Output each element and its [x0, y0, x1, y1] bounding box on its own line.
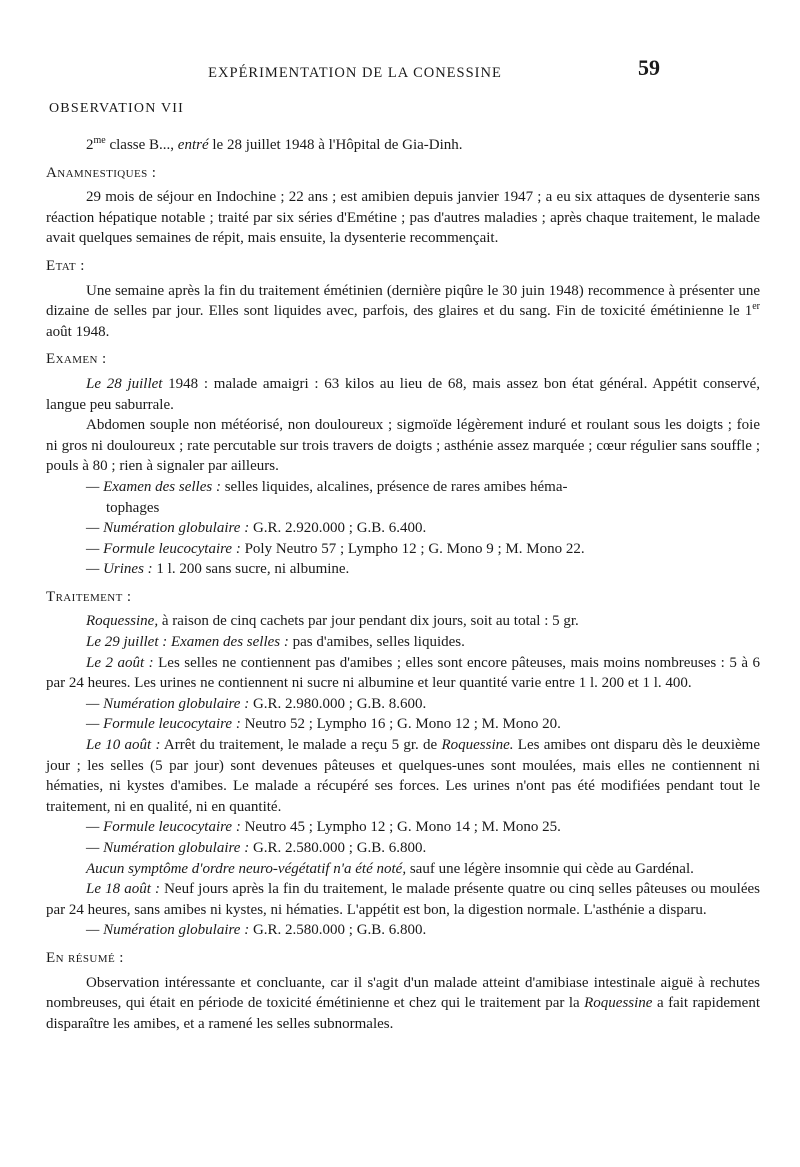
traitement-paragraph-2: Le 29 juillet : Examen des selles : pas d'amibes, selles liquides. — [86, 634, 465, 651]
section-heading-resume: En résumé : — [46, 949, 124, 966]
section-heading-etat: Etat : — [46, 257, 85, 274]
document-body — [46, 135, 760, 1034]
examen-paragraph-2: Abdomen souple non météorisé, non douloureux ; sigmoïde légèrement induré et roulant sous les doigts ; foie ni gros ni douloureux ; rate percutable sur trois travers de doigts ; asthénie assez marquée ; cœur régulier sans souffle ; pouls à 80 ; rien à signaler par ailleurs. — [46, 417, 760, 475]
traitement-item-numeration-1: — Numération globulaire : G.R. 2.980.000 ; G.B. 8.600. — [86, 695, 427, 712]
running-head: EXPÉRIMENTATION DE LA CONESSINE — [208, 65, 502, 81]
examen-paragraph-1: Le 28 juillet 1948 : malade amaigri : 63 kilos au lieu de 68, mais assez bon état général. Appétit conservé, langue peu saburrale. — [46, 375, 760, 413]
traitement-paragraph-4: Le 10 août : Arrêt du traitement, le malade a reçu 5 gr. de Roquessine. Les amibes ont disparu dès le deuxième jour ; les selles (5 par jour) sont devenues pâteuses et quelques-unes sont moulées, mais elles ne contiennent ni hématies, ni kystes d'amibes. Le malade a récupéré ses forces. Les urines n'ont pas été modifiées pendant tout le traitement, ni en qualité, ni en quantité. — [46, 737, 760, 815]
examen-item-urines: — Urines : 1 l. 200 sans sucre, ni albumine. — [86, 561, 350, 578]
anamnestiques-text: 29 mois de séjour en Indochine ; 22 ans ; est amibien depuis janvier 1947 ; a eu six attaques de dysenterie sans réaction hépatique notable ; traité par six séries d'Emétine ; pas d'autres maladies ; après chaque traitement, le malade avait quelques semaines de répit, mais ensuite, la dysenterie recommençait. — [46, 189, 760, 247]
intro-paragraph: $2^{me}$ classe B..., entré le 28 juillet 1948 à l'Hôpital de Gia-Dinh. — [86, 135, 463, 153]
etat-text: Une semaine après la fin du traitement émétinien (dernière piqûre le 30 juin 1948) recommence à présenter une dizaine de selles par jour. Elles sont liquides avec, parfois, des glaires et du sang. Fin de toxicité émétinienne le 1er août 1948. — [46, 282, 760, 340]
observation-title: OBSERVATION VII — [49, 101, 184, 116]
traitement-paragraph-5: Aucun symptôme d'ordre neuro-végétatif n'a été noté, sauf une légère insomnie qui cède au Gardénal. — [86, 860, 694, 877]
resume-text: Observation intéressante et concluante, car il s'agit d'un malade atteint d'amibiase intestinale aiguë à rechutes nombreuses, qui était en période de toxicité émétinienne et chez qui le traitement par la Roquessine a fait rapidement disparaître les amibes, et a ramené les selles subnormales. — [46, 974, 761, 1032]
traitement-item-formule-2: — Formule leucocytaire : Neutro 45 ; Lympho 12 ; G. Mono 14 ; M. Mono 25. — [86, 819, 561, 836]
traitement-paragraph-1: Roquessine, à raison de cinq cachets par jour pendant dix jours, soit au total : 5 gr. — [86, 613, 579, 630]
traitement-item-numeration-2: — Numération globulaire : G.R. 2.580.000 ; G.B. 6.800. — [86, 840, 427, 856]
section-heading-traitement: Traitement : — [46, 588, 132, 605]
section-heading-anamnestiques: Anamnestiques : — [46, 164, 157, 181]
traitement-paragraph-6: Le 18 août : Neuf jours après la fin du traitement, le malade présente quatre ou cinq selles pâteuses ou moulées par 24 heures, sans amibes ni kystes, ni hématies. L'appétit est bon, la digestion normale. L'asthénie a disparu. — [46, 881, 760, 918]
traitement-item-numeration-3: — Numération globulaire : G.R. 2.580.000 ; G.B. 6.800. — [86, 922, 427, 939]
traitement-item-formule-1: — Formule leucocytaire : Neutro 52 ; Lympho 16 ; G. Mono 12 ; M. Mono 20. — [86, 716, 561, 733]
page-number: 59 — [638, 55, 660, 80]
section-heading-examen: Examen : — [46, 351, 107, 368]
examen-item-selles: — Examen des selles : selles liquides, alcalines, présence de rares amibes héma- — [86, 478, 568, 495]
examen-item-formule: — Formule leucocytaire : Poly Neutro 57 ; Lympho 12 ; G. Mono 9 ; M. Mono 22. — [86, 540, 585, 557]
examen-item-selles-cont: tophages — [106, 499, 160, 516]
examen-item-numeration: — Numération globulaire : G.R. 2.920.000 ; G.B. 6.400. — [86, 520, 427, 537]
traitement-paragraph-3: Le 2 août : Les selles ne contiennent pas d'amibes ; elles sont encore pâteuses, mais moins nombreuses : 5 à 6 par 24 heures. Les urines ne contiennent ni sucre ni albumine et leur quantité varie entre 1 l. 200 et 1 l. 400. — [46, 654, 760, 692]
